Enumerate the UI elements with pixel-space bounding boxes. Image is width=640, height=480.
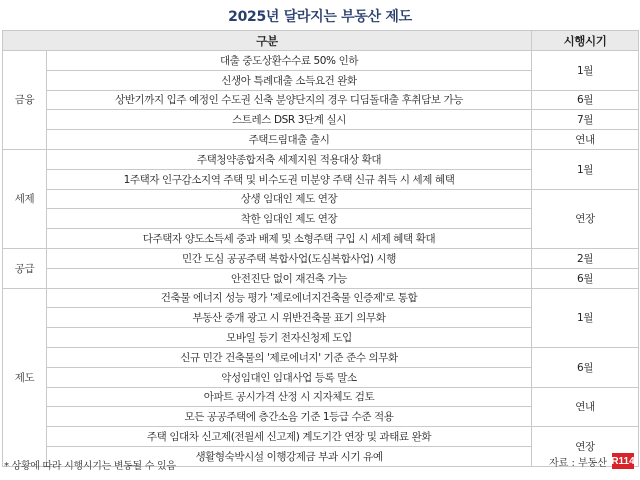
timing-cell: 연장 [532,427,639,467]
header-category: 구분 [3,31,532,51]
category-supply: 공급 [3,248,47,288]
timing-cell: 연내 [532,130,639,150]
source-label: 자료 : 부동산 [548,457,607,469]
table-row [3,149,639,169]
timing-cell: 6월 [532,347,639,387]
table-row [3,387,639,407]
table-row [3,130,639,150]
policy-item: 1주택자 인구감소지역 주택 및 비수도권 미분양 주택 신규 취득 시 세제 혜택 [47,169,532,189]
category-finance: 금융 [3,51,47,150]
table-row [3,51,639,71]
policy-item: 아파트 공시가격 산정 시 지자체도 검토 [47,387,532,407]
table-header-row [3,31,639,51]
logo-text: R114 [611,455,635,467]
policy-item: 신생아 특례대출 소득요건 완화 [47,70,532,90]
policy-item: 착한 임대인 제도 연장 [47,209,532,229]
policy-item: 악성임대인 임대사업 등록 말소 [47,367,532,387]
timing-cell: 연내 [532,387,639,427]
header-timing: 시행시기 [532,31,639,51]
table-row [3,189,639,209]
policy-item: 주택드림대출 출시 [47,130,532,150]
policy-item: 민간 도심 공공주택 복합사업(도심복합사업) 시행 [47,248,532,268]
policy-item: 주택 임대차 신고제(전월세 신고제) 계도기간 연장 및 과태료 완화 [47,427,532,447]
r114-logo [612,453,634,469]
policy-item: 모든 공공주택에 층간소음 기준 1등급 수준 적용 [47,407,532,427]
policy-item: 대출 중도상환수수료 50% 인하 [47,51,532,71]
footnote: * 상황에 따라 시행시기는 변동될 수 있음 [4,461,176,472]
table-row [3,110,639,130]
policy-item: 주택청약종합저축 세제지원 적용대상 확대 [47,149,532,169]
policy-item: 다주택자 양도소득세 중과 배제 및 소형주택 구입 시 세제 혜택 확대 [47,229,532,249]
policy-item: 안전진단 없이 재건축 가능 [47,268,532,288]
page-title: 2025년 달라지는 부동산 제도 [228,9,412,25]
category-tax: 세제 [3,149,47,248]
table-row [3,347,639,367]
policy-item: 부동산 중개 광고 시 위반건축물 표기 의무화 [47,308,532,328]
timing-cell: 1월 [532,51,639,91]
timing-cell: 2월 [532,248,639,268]
policy-item: 스트레스 DSR 3단계 실시 [47,110,532,130]
policy-item: 상반기까지 입주 예정인 수도권 신축 분양단지의 경우 디딤돌대출 후취담보 가능 [47,90,532,110]
policy-item: 생활형숙박시설 이행강제금 부과 시기 유예 [47,446,532,466]
timing-cell: 연장 [532,189,639,248]
timing-cell: 7월 [532,110,639,130]
policy-item: 건축물 에너지 성능 평가 '제로에너지건축물 인증제'로 통합 [47,288,532,308]
timing-cell: 6월 [532,268,639,288]
policy-table [2,30,639,467]
table-row [3,268,639,288]
timing-cell: 6월 [532,90,639,110]
category-system: 제도 [3,288,47,466]
table-row [3,288,639,308]
table-row [3,427,639,447]
timing-cell: 1월 [532,149,639,189]
policy-item: 신규 민간 건축물의 '제로에너지' 기준 준수 의무화 [47,347,532,367]
table-row [3,90,639,110]
timing-cell: 1월 [532,288,639,347]
source-credit [549,453,634,469]
policy-item: 상생 임대인 제도 연장 [47,189,532,209]
table-row [3,248,639,268]
policy-item: 모바일 등기 전자신청제 도입 [47,328,532,348]
